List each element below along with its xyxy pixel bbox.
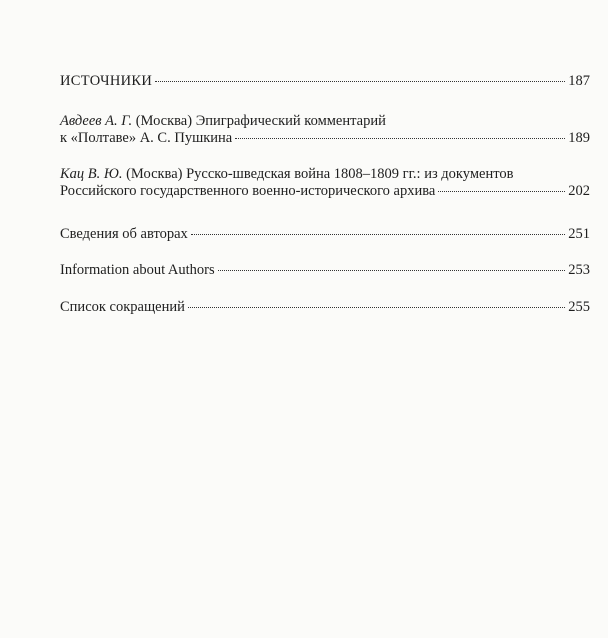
- toc-entry-about-authors-en[interactable]: [60, 262, 590, 279]
- dot-leader: [438, 191, 565, 192]
- toc-entry-title: ИСТОЧНИКИ: [60, 73, 153, 89]
- toc-entry-title: Information about Authors: [60, 262, 215, 278]
- toc-entry-author: Кац В. Ю.: [60, 166, 123, 182]
- toc-entry-title: Список сокращений: [60, 299, 185, 315]
- toc-entry-title-line2: Российского государственного военно-исторического архива: [60, 183, 436, 199]
- toc-entry-avdeev[interactable]: [60, 113, 590, 147]
- toc-entry-kats[interactable]: [60, 166, 590, 200]
- dot-leader: [218, 270, 566, 271]
- toc-entry-author: Авдеев А. Г.: [60, 113, 133, 129]
- toc-entry-sources[interactable]: [60, 73, 590, 90]
- toc-page-number: 253: [568, 262, 590, 278]
- toc-entry-title-line1: (Москва) Русско-шведская война 1808–1809 гг.: из документов: [122, 166, 514, 182]
- dot-leader: [155, 81, 565, 82]
- dot-leader: [191, 234, 565, 235]
- toc-entry-title-line2: к «Полтаве» А. С. Пушкина: [60, 130, 233, 146]
- toc-page-number: 202: [568, 183, 590, 199]
- dot-leader: [235, 138, 565, 139]
- toc-entry-title: Сведения об авторах: [60, 226, 188, 242]
- toc-entry-abbreviations[interactable]: [60, 299, 590, 316]
- toc-entry-about-authors-ru[interactable]: [60, 226, 590, 243]
- toc-entry-title-line1: (Москва) Эпиграфический комментарий: [132, 113, 386, 129]
- dot-leader: [188, 307, 565, 308]
- toc-page-number: 189: [568, 130, 590, 146]
- toc-page-number: 187: [568, 73, 590, 89]
- toc-page-number: 251: [568, 226, 590, 242]
- toc-page-number: 255: [568, 299, 590, 315]
